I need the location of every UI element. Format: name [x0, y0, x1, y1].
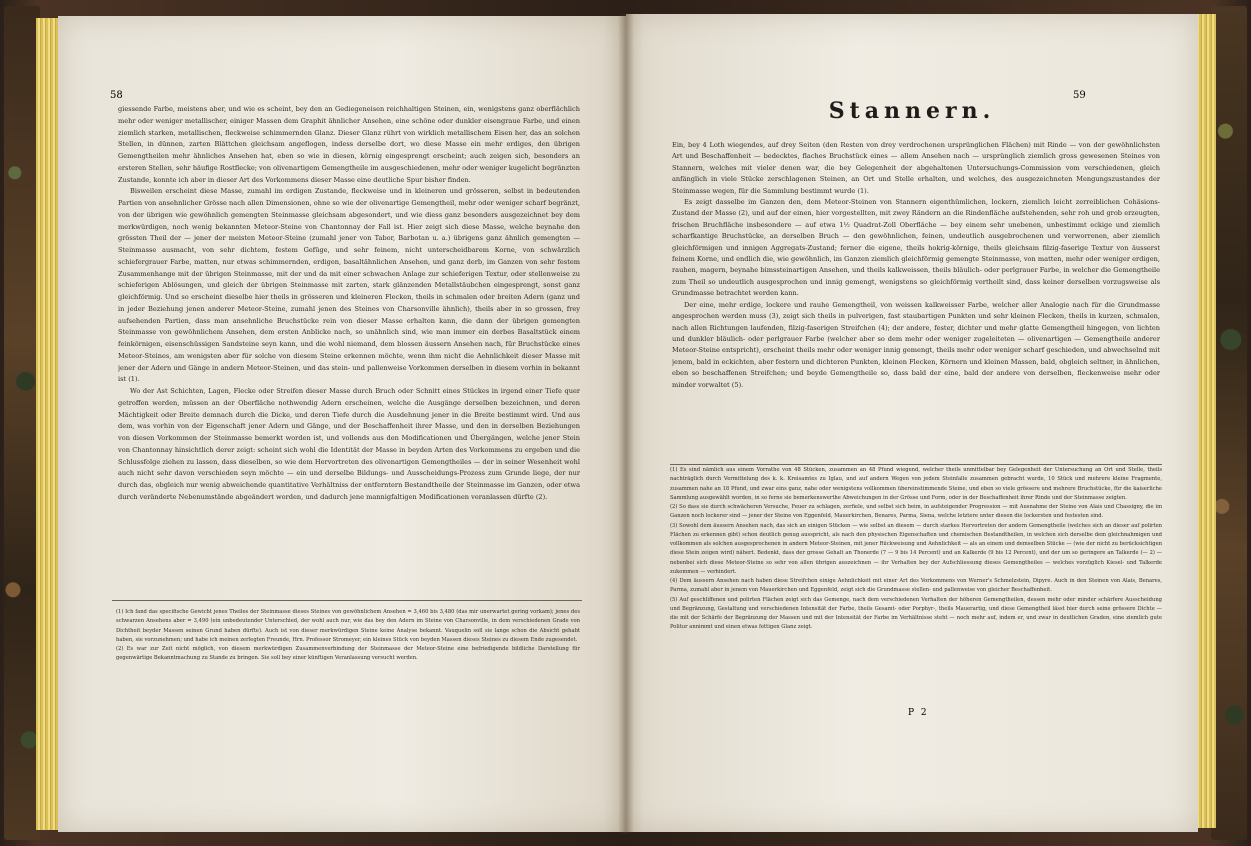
right-footnotes — [670, 466, 1162, 711]
left-footnote-rule — [112, 600, 582, 601]
left-gilt-edge — [36, 18, 58, 830]
right-footnote-4: (4) Dem äussern Ansehen nach haben diese Streifchen einige Aehnlichkeit mit einer Art des Vorkommens von Werner's Schmelzstein, Dipyre. Auch in den Steinen von Alais, Benares, Parma, zumahl aber in jenem von Mauerkirchen und Eggenfeld, zeigt sich die Grundmasse stellen- und pallenweise von gleicher Beschaffenheit. — [670, 578, 1162, 594]
right-body-text — [672, 140, 1160, 442]
left-page-number: 58 — [110, 90, 123, 101]
left-footnote-2: (2) Es war zur Zeit nicht möglich, von diesem merkwürdigen Zusammenverbindung der Steinmasse der Meteor-Steine eine befriedigende bildliche Darstellung für gegenwärtige Bekanntmachung zu Stande zu bringen. Sie soll bey einer künftigen Veranlassung versucht werden. — [116, 646, 580, 662]
left-paragraph-1: giessende Farbe, meistens aber, und wie es scheint, bey den an Gediegeneisen reichhaltigen Steinen, ein, wenigstens ganz oberflächlich mehr oder weniger metallischer, einiger Massen dem Graphit ähnlicher Ansehen, eine schöne oder dunkler eisengraue Farbe, und einen ziemlich starken, metallischen, fleckweise schimmernden Glanz. Dieser Glanz rührt von wirklich metallischem Eisen her, das an solchen Stellen, in dünnen, zarten Blättchen gleichsam angeflogen, indess derselbe dort, wo diese Masse ein mehr erdiges, den übrigen Gemengtheilen mehr ähnliches Ansehen hat, eben so wie in diesen, körnig eingesprengt erscheint; auch zeigen sich, besonders an ersteren Stellen, sehr häufige Rostflecke; von olivenartigem Gemengtheile im ausgeschiedenen, mehr oder weniger kugelicht begränzten Zustande, konnte ich aber in dieser Art des Vorkommens dieser Masse eine deutliche Spur bisher finden. — [118, 105, 580, 184]
signature-mark: P 2 — [908, 708, 929, 718]
right-footnote-5: (5) Auf geschliffenen und polirten Flächen zeigt sich das Gemenge, nach dem verschiedenen Verhalten der höheren Gemengtheilen, dessen mehr oder minder schärfere Ausscheidung und Begränzung, Gestaltung und verschiedenen Intensität der Farbe, theils Gesamt- oder Porphyr-, theils Mauerartig, und diese Gemengtheil lässt hier durch seine grössere Dichte — die mit der Schärfe der Begränzung der Massen und mit der Intensität der Farbe im Verhältnisse steht — noch mehr auf, indem er, und zwar in deutlichen Graden, eine ziemlich gute Politur annimmt und einen etwas fettigen Glanz zeigt. — [670, 596, 1162, 631]
right-footnote-rule — [670, 464, 1162, 465]
right-paragraph-3: Der eine, mehr erdige, lockere und rauhe Gemengtheil, von weissen kalkweisser Farbe, welcher aller Analogie nach für die Grundmasse angesprochen werden muss (3), zeigt sich theils in pulverigen, fast staubartigen Punkten und sehr kleinen Flecken, theils in kurzen, schmalen, nach allen Richtungen laufenden, filzig-faserigen Streifchen (4); der andere, fester, dichter und mehr glatte Gemengtheil hingegen, von lichten und dunkler bläulich- oder perlgrauer Farbe (welcher aber so dem mehr oder weniger zugeleiteten — olivenartigen — Gemengtheile anderer Meteor-Steine entspricht), erscheint theils mehr oder weniger innig gemengt, theils mehr oder weniger scharf geschieden, und abwechselnd mit jenem, bald in eckichten, aber festern und dichteren Punkten, kleinen Flecken, Körnern und kleinen Massen, bald, obgleich seltner, in ähnlichen, eben so beschaffenen Streifchen; und beyde Gemengtheile so, dass bald der eine, bald der andere von derselben, fleckenweise mehr oder minder vorwaltet (5). — [672, 300, 1160, 389]
right-gilt-edge — [1196, 14, 1216, 828]
right-page-number: 59 — [1073, 90, 1086, 101]
right-footnote-2: (2) So dass sie durch schwächeren Versuche, Feuer zu schlagen, zerfiele, und selbst sich beim, in aufsteigender Progression — mit Ausnahme der Steine von Alais und Chassigny, die im Ganzen noch lockerer sind — jener der Steine von Eggenfeld, Mauerkirchen, Benares, Parma, Siena, welche letztere unter diesen die lockersten und festesten sind. — [670, 504, 1162, 520]
left-body-text — [118, 104, 580, 590]
chapter-title: Stannern. — [828, 98, 996, 124]
right-paragraph-2: Es zeigt dasselbe im Ganzen den, dem Meteor-Steinen von Stannern eigenthümlichen, lockern, ziemlich leicht zerreiblichen Cohäsions-Zustand der Masse (2), und auf der einen, hier vorgestellten, mit zwey Rändern an die Rindenfläche aufstehenden, sehr roh und grob erzeugten, frischen Bruchfläche insbesondere — auf etwa 1½ Quadrat-Zoll Oberfläche — bey einem sehr unebenen, unbestimmt eckige und ziemlich scharfkantige Bruchstücke, an derselben Bruch — den gewöhnlichen, feinen, undeutlich ausgebrochenen und verworrenen, aber ziemlich gleichförmigen und innigen Aggregats-Zustand; ferner die eigene, theils hokrig-körnige, theils gleichsam filzig-faserige Textur von äusserst feinem Korne, und endlich die, wie gewöhnlich, im Ganzen ziemlich gleichförmig gemengte Steinmasse, von matten, mehr oder weniger erdigen, rauhen, magern, beynahe bimssteinartigen Ansehen, und theils kalkweissen, theils bläulich- oder perlgrauer Farbe, in welcher die Gemengtheile zum Theil so undeutlich ausgesprochen und innig gemengt, wenigstens so gleichförmig vertheilt sind, dass keiner derselben vorzugsweise als Grundmasse betrachtet werden kann. — [672, 198, 1160, 298]
right-cover-board — [1211, 6, 1247, 840]
left-footnote-1: (1) Ich fand das specifische Gewicht jenes Theiles der Steinmasse dieses Steines von gewöhnlichem Ansehen = 3,460 bis 3,480 (das mir unerwartet gering vorkam); jenes des schwarzen Ansehens aber = 3,490 (ein unbedeutender Unterschied, der wohl auch nur, wie das bey den Adern im Steine von Charsonville, in dem verschiedenen Grade von Dichtheit beyder Massen seinen Grund haben dürfte). Auch ist von dieser merkwürdigen Steine keine Analyse bekannt. Vauquelin soll sie lange schon die Absicht gehabt haben, sie vorzunehmen; und habe ich meinen zerlegten Freunde, Hrn. Professor Stromeyer, ein kleines Stück von beyden Massen dieses Steines zu diesem Ende zugesendet. — [116, 609, 580, 643]
right-footnote-1: (1) Es sind nämlich aus einem Vorrathe von 48 Stücken, zusammen an 48 Pfund wiegend, welcher theils unmittelbar bey Gelegenheit der Untersuchung an Ort und Stelle, theils nachträglich durch Vermittelung des k. k. Kreisamtes zu Iglau, und auf andern Wegen von jedem Steinfalle zusammen gebracht wurde, 10 Stück und mehrere kleine Fragmente, zusammen nahe an 18 Pfund, und zwar eins ganz, nahe oder wenigstens vollkommen übereinstimmende Steine, und eben so viele grössere und mehrere Bruchstücke, für die kaiserliche Sammlung ausgewählt worden, in so ferne sie bemerkenswerthe Abweichungen in der Grösse und Form, oder in der Beschaffenheit ihrer Rinde und der Steinmasse zeigten. — [670, 467, 1162, 501]
left-cover-board — [4, 6, 40, 840]
book-gutter — [618, 14, 634, 834]
left-paragraph-2: Bisweilen erscheint diese Masse, zumahl im erdigen Zustande, fleckweise und in kleineren und grösseren, selbst in bedeutenden Partien von ansehnlicher Grösse nach allen Dimensionen, ohne so wie der olivenartige Gemengtheil, mehr oder weniger scharf begränzt, von der übrigen wie gewöhnlich gemengten Steinmasse gleichsam abgesondert, und wie diess ganz besonders ausgezeichnet bey dem merkwürdigen, noch wenig bekannten Meteor-Steine von Chantonnay der Fall ist. Hier zeigt sich diese Masse, welche beynahe den grössten Theil der — jener der meisten Meteor-Steine (zumahl jener von Tabor, Barbotan u. a.) übrigens ganz ähnlich gemengten — Steinmasse ausmacht, von sehr dichtem, festem Gefüge, und sehr feinem, nicht unterscheidbarem Korne, von schwärzlich schiefergrauer Farbe, matten, nur etwas schimmernden, erdigen, basaltähnlichen Ansehen, und ganz derb, im Ganzen von sehr festem Zusammenhange mit der übrigen Steinmasse, mit der und da mit einer schwachen Anlage zur schieferigen Textur, oder stellenweise zu schieferigen Ablösungen, und gleich der übrigen Steinmasse mit zarten, stark glänzenden Metallstäubchen eingesprengt, sonst ganz gleichförmig. Und so erscheint dieselbe hier theils in grösseren und kleineren Flecken, theils in schmalen oder breiten Adern (ganz und in jeder Beziehung jenen anderer Meteor-Steine, zumahl jenen des Steines von Charsonville ähnlich), theils aber in so grossen, frey aufsehenden Partien, dass man ansehnliche Bruchstücke rein von dieser Masse erhalten kann, die dann der übrigen gemengten Steinmasse von gewöhnlichem Ansehen, dem ersten Anblicke nach, so unähnlich sind, wie man immer ein derbes Basaltstück einem feinkörnigen, eisenschüssigen Sandsteine seyn kann, und die wohl niemand, dem blossen äussern Ansehen nach, für Bruchstücke eines Meteor-Steines, am wenigsten aber für solche von diesem Steine erkennen möchte, wenn ihm nicht die Aehnlichkeit dieser Masse mit jener der Adern und Gänge in andern Meteor-Steinen, und das stein- und pallenweise Vorkommen derselben in diesem vorhin in bekannt ist (1). — [118, 187, 580, 384]
right-paragraph-1: Ein, bey 4 Loth wiegendes, auf drey Seiten (den Resten von drey verdrochenen ursprünglichen Flächen) mit Rinde — von der gewöhnlichsten Art und Beschaffenheit — bedecktes, flaches Bruchstück eines — allem Ansehen nach — ursprünglich ziemlich gross gewesenen Steines von Stannern, welches mit vieler denen war, die bey Gelegenheit der abgehaltenen Untersuchungs-Commission vom verschiedenen, gleich anfänglich in viele Stücke zerschlagenen Steinen, an Ort und Stelle erhalten, und welches, des ausgezeichneten Mengungszustandes der Steinmasse wegen, für die Sammlung bestimmt wurde (1). — [672, 141, 1160, 195]
left-paragraph-3: Wo der Ast Schichten, Lagen, Flecke oder Streifen dieser Masse durch Bruch oder Schnitt eines Stückes in irgend einer Tiefe quer getroffen werden, müssen an der Oberfläche nothwendig Adern erscheinen, welche die Ausgänge derselben bezeichnen, und deren Mächtigkeit oder Breite demnach durch die Dicke, und deren Tiefe durch die Ausdehnung jener in die Breite bestimmt wird. Und aus dem, was vorhin von der Eigenschaft jener Adern und Gänge, und der Beschaffenheit ihrer Masse, und den in derselben Beziehungen von diesen Vorkommen der Steinmasse bemerkt worden ist, und vollends aus den Modificationen und Übergängen, welche jener Stein von Chantonnay hinsichtlich derer zeigt: scheint sich wohl die Identität der Masse in beyden Arten des Vorkommens zu ergeben und die Schlussfolge ziehen zu lassen, dass dieselben, so wie dem Hervortreten des olivenartigen Gemengtheiles — der in seiner Wesenheit wohl auch nicht sehr davon verschieden seyn möchte — ein und derselbe Bildungs- und Ausscheidungs-Prozess zum Grunde liege, der nur durch das, obgleich nur wenig abweichende quantitative Verhältniss der entferntern Bestandtheile der Steinmasse im Ganzen, oder etwa durch veränderte Nebenumstände abgeändert worden, und dadurch jene mannigfaltigen Modificationen veranlassen dürfte (2). — [118, 387, 580, 501]
left-footnotes — [116, 608, 580, 714]
right-footnote-3: (3) Sowohl dem äussern Ansehen nach, das sich an einigen Stücken — wie selbst an diesem — durch starkes Hervortreten der andern Gemengtheile (welches sich an dieser auf polirten Flächen zu erkennen gibt) schon deutlich genug ausspricht, als nach den physischen Eigenschaften und chemischen Bestandtheilen, in welchen sich derselbe dem gleichnahmigen und vollkommen als solchen ausgesprochenen in andern Meteor-Steinen, mit jener Rückweisung und Aehnlichkeit — als an einem und demselben Stücke — (wie der nicht zu berücksichtigen diese Stein zeigen wird) nähert. Bedenkt, dass der grosse Gehalt an Thonerde (7 — 9 bis 14 Percent) und an Kalkerde (9 bis 12 Percent), und der um so geringere an Talkerde (— 2) — nebenbei sich diese Meteor-Steine so sehr von allen übrigen auszeichnen — ihr Verhalten bey der Aufschliessung dieses Gemengtheiles — welches vorzüglich Kiesel- und Talkerde zukommen — verhindert. — [670, 522, 1162, 575]
